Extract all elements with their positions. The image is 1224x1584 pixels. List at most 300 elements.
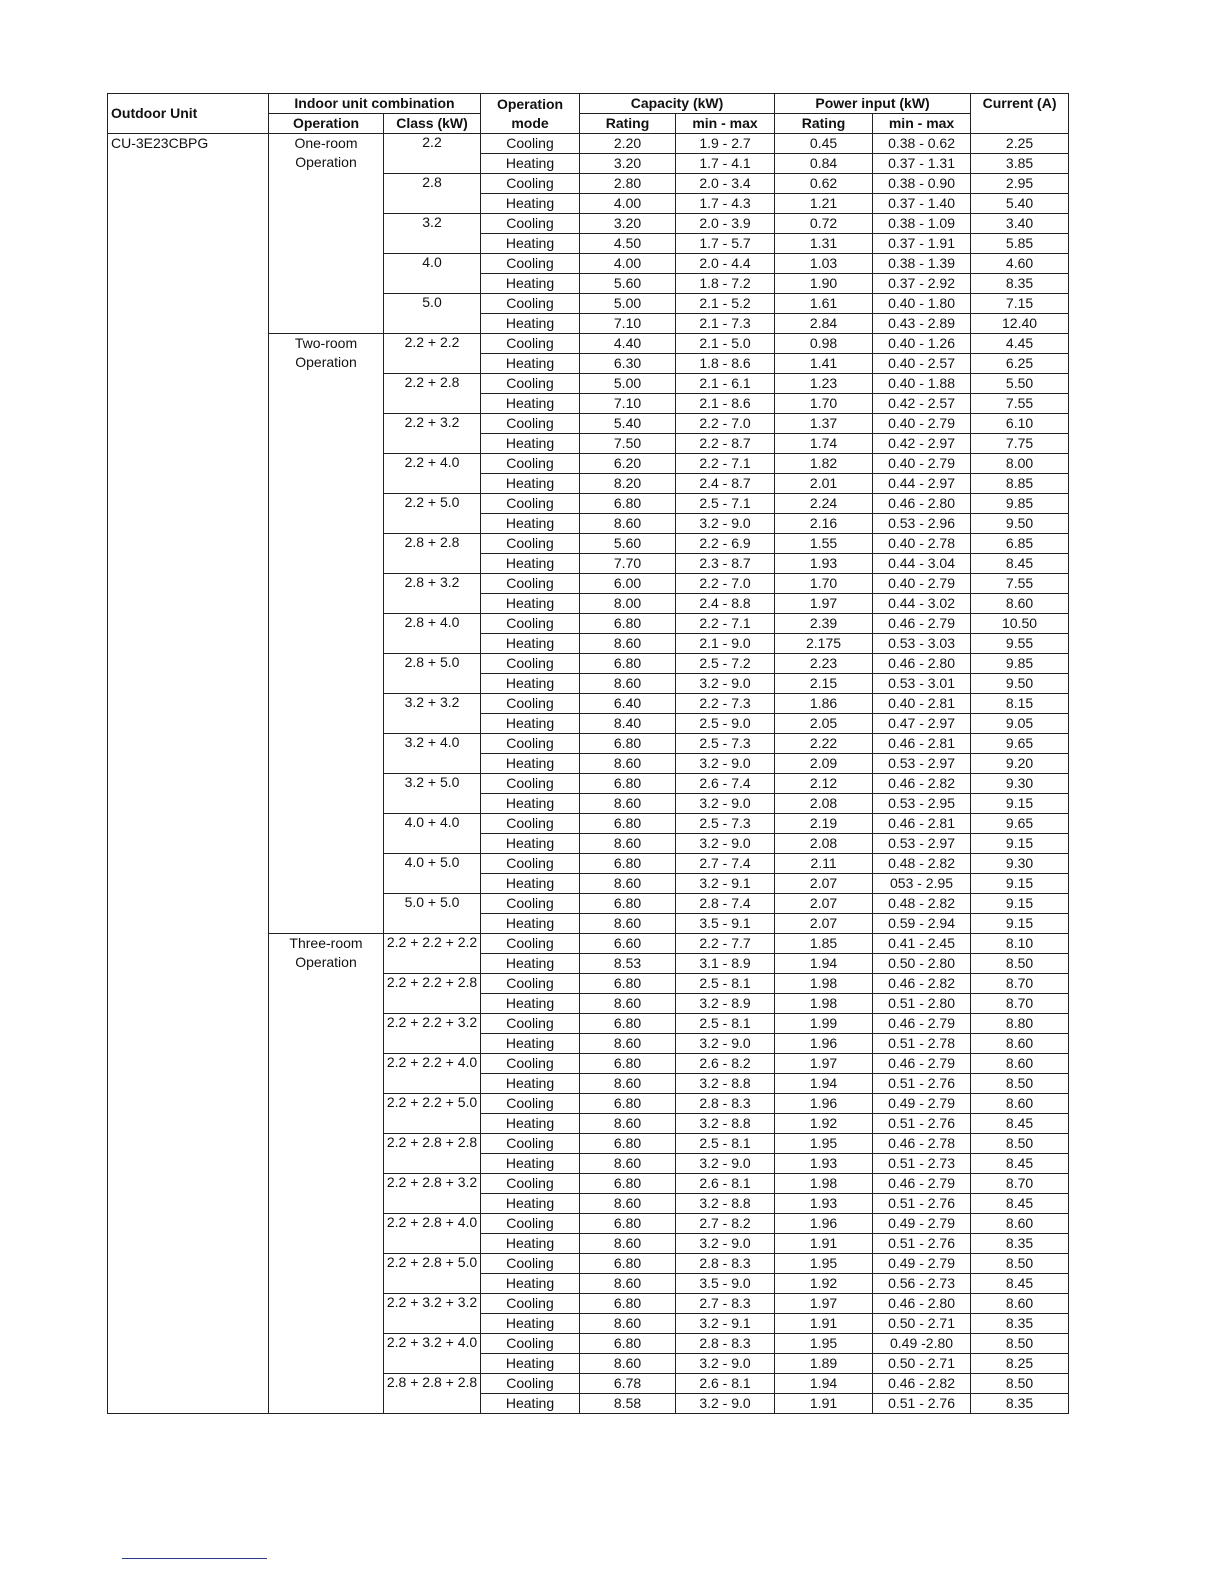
power-min-max-cell: 0.38 - 0.90 (873, 174, 971, 194)
capacity-rating-cell: 7.70 (580, 554, 676, 574)
current-cell: 12.40 (971, 314, 1069, 334)
current-cell: 9.30 (971, 774, 1069, 794)
current-cell: 8.50 (971, 1374, 1069, 1394)
power-min-max-cell: 0.40 - 2.79 (873, 574, 971, 594)
mode-cell: Heating (481, 274, 580, 294)
power-rating-cell: 1.91 (775, 1234, 873, 1254)
mode-cell: Heating (481, 954, 580, 974)
capacity-min-max-cell: 2.8 - 8.3 (676, 1254, 775, 1274)
header-capacity: Capacity (kW) (580, 94, 775, 114)
capacity-min-max-cell: 2.5 - 7.3 (676, 734, 775, 754)
capacity-min-max-cell: 3.2 - 9.0 (676, 1154, 775, 1174)
capacity-min-max-cell: 2.0 - 3.9 (676, 214, 775, 234)
power-min-max-cell: 0.51 - 2.76 (873, 1394, 971, 1414)
mode-cell: Heating (481, 994, 580, 1014)
current-cell: 7.55 (971, 574, 1069, 594)
capacity-rating-cell: 6.80 (580, 1134, 676, 1154)
capacity-min-max-cell: 2.8 - 8.3 (676, 1094, 775, 1114)
capacity-rating-cell: 6.80 (580, 774, 676, 794)
current-cell: 8.45 (971, 554, 1069, 574)
class-cell: 3.2 (384, 214, 481, 254)
current-cell: 9.85 (971, 494, 1069, 514)
mode-cell: Heating (481, 394, 580, 414)
current-cell: 7.15 (971, 294, 1069, 314)
power-min-max-cell: 0.48 - 2.82 (873, 854, 971, 874)
current-cell: 2.95 (971, 174, 1069, 194)
current-cell: 6.85 (971, 534, 1069, 554)
class-cell: 2.2 + 2.2 + 2.2 (384, 934, 481, 974)
capacity-rating-cell: 8.60 (580, 634, 676, 654)
mode-cell: Heating (481, 794, 580, 814)
class-cell: 2.8 (384, 174, 481, 214)
current-cell: 7.55 (971, 394, 1069, 414)
current-cell: 8.70 (971, 1174, 1069, 1194)
power-rating-cell: 1.97 (775, 594, 873, 614)
capacity-rating-cell: 6.80 (580, 494, 676, 514)
current-cell: 8.45 (971, 1154, 1069, 1174)
capacity-rating-cell: 8.60 (580, 874, 676, 894)
capacity-min-max-cell: 2.0 - 4.4 (676, 254, 775, 274)
current-cell: 9.65 (971, 734, 1069, 754)
power-rating-cell: 2.19 (775, 814, 873, 834)
mode-cell: Heating (481, 914, 580, 934)
power-rating-cell: 2.05 (775, 714, 873, 734)
power-rating-cell: 1.98 (775, 1174, 873, 1194)
capacity-rating-cell: 7.50 (580, 434, 676, 454)
mode-cell: Cooling (481, 974, 580, 994)
mode-cell: Heating (481, 1394, 580, 1414)
current-cell: 4.60 (971, 254, 1069, 274)
power-min-max-cell: 0.46 - 2.80 (873, 494, 971, 514)
capacity-rating-cell: 3.20 (580, 214, 676, 234)
power-rating-cell: 1.94 (775, 954, 873, 974)
power-min-max-cell: 0.48 - 2.82 (873, 894, 971, 914)
power-min-max-cell: 053 - 2.95 (873, 874, 971, 894)
capacity-min-max-cell: 2.6 - 8.2 (676, 1054, 775, 1074)
power-rating-cell: 2.09 (775, 754, 873, 774)
current-cell: 3.85 (971, 154, 1069, 174)
capacity-rating-cell: 6.80 (580, 1334, 676, 1354)
current-cell: 9.15 (971, 794, 1069, 814)
capacity-rating-cell: 6.80 (580, 1214, 676, 1234)
power-min-max-cell: 0.53 - 2.97 (873, 754, 971, 774)
class-cell: 2.2 + 2.2 (384, 334, 481, 374)
mode-cell: Cooling (481, 1014, 580, 1034)
class-cell: 5.0 + 5.0 (384, 894, 481, 934)
current-cell: 8.70 (971, 974, 1069, 994)
operation-cell: Three-room Operation (269, 934, 384, 1414)
footer-rule (122, 1558, 267, 1559)
power-rating-cell: 1.74 (775, 434, 873, 454)
current-cell: 8.25 (971, 1354, 1069, 1374)
capacity-min-max-cell: 2.1 - 8.6 (676, 394, 775, 414)
capacity-rating-cell: 6.80 (580, 1254, 676, 1274)
mode-cell: Heating (481, 514, 580, 534)
mode-cell: Heating (481, 754, 580, 774)
mode-cell: Heating (481, 1154, 580, 1174)
power-rating-cell: 1.94 (775, 1074, 873, 1094)
current-cell: 9.30 (971, 854, 1069, 874)
capacity-rating-cell: 3.20 (580, 154, 676, 174)
power-min-max-cell: 0.37 - 1.91 (873, 234, 971, 254)
power-rating-cell: 2.07 (775, 894, 873, 914)
power-rating-cell: 1.98 (775, 974, 873, 994)
current-cell: 8.35 (971, 1314, 1069, 1334)
class-cell: 2.2 + 2.2 + 4.0 (384, 1054, 481, 1094)
class-cell: 2.8 + 3.2 (384, 574, 481, 614)
mode-cell: Cooling (481, 1214, 580, 1234)
capacity-min-max-cell: 2.8 - 7.4 (676, 894, 775, 914)
table-body (108, 134, 1069, 1414)
power-min-max-cell: 0.46 - 2.81 (873, 814, 971, 834)
class-cell: 5.0 (384, 294, 481, 334)
capacity-min-max-cell: 3.2 - 9.0 (676, 794, 775, 814)
class-cell: 4.0 + 5.0 (384, 854, 481, 894)
power-rating-cell: 0.98 (775, 334, 873, 354)
capacity-min-max-cell: 3.1 - 8.9 (676, 954, 775, 974)
mode-cell: Heating (481, 154, 580, 174)
capacity-rating-cell: 6.60 (580, 934, 676, 954)
capacity-rating-cell: 6.80 (580, 734, 676, 754)
capacity-rating-cell: 6.80 (580, 894, 676, 914)
current-cell: 9.50 (971, 674, 1069, 694)
capacity-rating-cell: 6.80 (580, 1054, 676, 1074)
power-min-max-cell: 0.53 - 2.96 (873, 514, 971, 534)
power-min-max-cell: 0.46 - 2.80 (873, 1294, 971, 1314)
capacity-min-max-cell: 3.2 - 9.0 (676, 1354, 775, 1374)
capacity-min-max-cell: 2.1 - 6.1 (676, 374, 775, 394)
power-rating-cell: 0.62 (775, 174, 873, 194)
power-rating-cell: 2.22 (775, 734, 873, 754)
power-min-max-cell: 0.51 - 2.80 (873, 994, 971, 1014)
power-rating-cell: 1.55 (775, 534, 873, 554)
capacity-rating-cell: 8.60 (580, 994, 676, 1014)
class-cell: 3.2 + 4.0 (384, 734, 481, 774)
capacity-rating-cell: 8.60 (580, 754, 676, 774)
mode-cell: Heating (481, 834, 580, 854)
power-rating-cell: 2.07 (775, 874, 873, 894)
power-min-max-cell: 0.46 - 2.79 (873, 1054, 971, 1074)
power-min-max-cell: 0.51 - 2.76 (873, 1114, 971, 1134)
power-rating-cell: 1.96 (775, 1214, 873, 1234)
mode-cell: Cooling (481, 774, 580, 794)
current-cell: 9.65 (971, 814, 1069, 834)
current-cell: 8.60 (971, 1214, 1069, 1234)
power-rating-cell: 1.90 (775, 274, 873, 294)
current-cell: 5.50 (971, 374, 1069, 394)
capacity-min-max-cell: 3.2 - 9.1 (676, 874, 775, 894)
power-rating-cell: 1.92 (775, 1274, 873, 1294)
capacity-min-max-cell: 2.3 - 8.7 (676, 554, 775, 574)
current-cell: 3.40 (971, 214, 1069, 234)
mode-cell: Heating (481, 594, 580, 614)
current-cell: 9.15 (971, 874, 1069, 894)
power-rating-cell: 2.07 (775, 914, 873, 934)
power-min-max-cell: 0.43 - 2.89 (873, 314, 971, 334)
class-cell: 2.2 + 3.2 + 4.0 (384, 1334, 481, 1374)
capacity-min-max-cell: 2.2 - 7.0 (676, 574, 775, 594)
power-min-max-cell: 0.46 - 2.78 (873, 1134, 971, 1154)
class-cell: 2.2 + 2.2 + 2.8 (384, 974, 481, 1014)
power-rating-cell: 1.21 (775, 194, 873, 214)
header-power-rating: Rating (775, 114, 873, 134)
current-cell: 5.85 (971, 234, 1069, 254)
capacity-rating-cell: 8.60 (580, 674, 676, 694)
capacity-rating-cell: 8.60 (580, 794, 676, 814)
mode-cell: Heating (481, 1354, 580, 1374)
header-indoor-combination: Indoor unit combination (269, 94, 481, 114)
power-rating-cell: 1.70 (775, 574, 873, 594)
capacity-min-max-cell: 2.8 - 8.3 (676, 1334, 775, 1354)
power-rating-cell: 2.12 (775, 774, 873, 794)
current-cell: 8.50 (971, 1074, 1069, 1094)
capacity-min-max-cell: 2.4 - 8.7 (676, 474, 775, 494)
power-min-max-cell: 0.37 - 1.31 (873, 154, 971, 174)
power-rating-cell: 0.45 (775, 134, 873, 154)
header-current: Current (A) (971, 94, 1069, 134)
class-cell: 2.8 + 2.8 + 2.8 (384, 1374, 481, 1414)
mode-cell: Cooling (481, 454, 580, 474)
capacity-min-max-cell: 2.2 - 7.0 (676, 414, 775, 434)
capacity-rating-cell: 8.60 (580, 1354, 676, 1374)
power-rating-cell: 1.85 (775, 934, 873, 954)
capacity-rating-cell: 8.53 (580, 954, 676, 974)
power-min-max-cell: 0.40 - 1.26 (873, 334, 971, 354)
current-cell: 10.50 (971, 614, 1069, 634)
power-rating-cell: 1.89 (775, 1354, 873, 1374)
power-min-max-cell: 0.47 - 2.97 (873, 714, 971, 734)
capacity-min-max-cell: 2.4 - 8.8 (676, 594, 775, 614)
header-outdoor-unit: Outdoor Unit (108, 94, 269, 134)
mode-cell: Cooling (481, 614, 580, 634)
current-cell: 8.85 (971, 474, 1069, 494)
header-capacity-rating: Rating (580, 114, 676, 134)
capacity-rating-cell: 6.80 (580, 1294, 676, 1314)
power-rating-cell: 1.97 (775, 1294, 873, 1314)
capacity-min-max-cell: 2.5 - 8.1 (676, 974, 775, 994)
power-rating-cell: 1.61 (775, 294, 873, 314)
power-min-max-cell: 0.40 - 1.88 (873, 374, 971, 394)
capacity-rating-cell: 4.50 (580, 234, 676, 254)
outdoor-unit-cell: CU-3E23CBPG (108, 134, 269, 1414)
capacity-rating-cell: 6.78 (580, 1374, 676, 1394)
capacity-rating-cell: 6.40 (580, 694, 676, 714)
capacity-rating-cell: 7.10 (580, 394, 676, 414)
current-cell: 8.45 (971, 1114, 1069, 1134)
power-min-max-cell: 0.40 - 2.79 (873, 414, 971, 434)
capacity-rating-cell: 6.00 (580, 574, 676, 594)
mode-cell: Cooling (481, 1134, 580, 1154)
power-min-max-cell: 0.46 - 2.82 (873, 774, 971, 794)
power-rating-cell: 1.91 (775, 1314, 873, 1334)
current-cell: 8.15 (971, 694, 1069, 714)
mode-cell: Cooling (481, 174, 580, 194)
class-cell: 2.2 + 4.0 (384, 454, 481, 494)
mode-cell: Cooling (481, 494, 580, 514)
current-cell: 8.50 (971, 1134, 1069, 1154)
capacity-rating-cell: 6.80 (580, 614, 676, 634)
power-rating-cell: 1.99 (775, 1014, 873, 1034)
current-cell: 6.10 (971, 414, 1069, 434)
mode-cell: Cooling (481, 654, 580, 674)
mode-cell: Cooling (481, 854, 580, 874)
mode-cell: Heating (481, 1074, 580, 1094)
mode-cell: Heating (481, 674, 580, 694)
mode-cell: Heating (481, 434, 580, 454)
power-min-max-cell: 0.40 - 2.79 (873, 454, 971, 474)
capacity-rating-cell: 2.80 (580, 174, 676, 194)
power-min-max-cell: 0.51 - 2.76 (873, 1074, 971, 1094)
capacity-min-max-cell: 1.7 - 4.1 (676, 154, 775, 174)
capacity-rating-cell: 8.60 (580, 834, 676, 854)
current-cell: 8.60 (971, 1094, 1069, 1114)
class-cell: 3.2 + 3.2 (384, 694, 481, 734)
current-cell: 9.15 (971, 834, 1069, 854)
capacity-rating-cell: 6.80 (580, 654, 676, 674)
current-cell: 8.60 (971, 594, 1069, 614)
power-min-max-cell: 0.40 - 1.80 (873, 294, 971, 314)
power-min-max-cell: 0.37 - 1.40 (873, 194, 971, 214)
power-rating-cell: 1.93 (775, 1194, 873, 1214)
capacity-min-max-cell: 2.2 - 7.1 (676, 454, 775, 474)
capacity-min-max-cell: 2.2 - 6.9 (676, 534, 775, 554)
capacity-min-max-cell: 1.9 - 2.7 (676, 134, 775, 154)
mode-cell: Heating (481, 354, 580, 374)
operation-cell: One-room Operation (269, 134, 384, 334)
capacity-min-max-cell: 3.5 - 9.1 (676, 914, 775, 934)
mode-cell: Cooling (481, 1334, 580, 1354)
current-cell: 8.50 (971, 1334, 1069, 1354)
capacity-min-max-cell: 2.5 - 9.0 (676, 714, 775, 734)
current-cell: 8.60 (971, 1294, 1069, 1314)
current-cell: 8.10 (971, 934, 1069, 954)
capacity-rating-cell: 8.60 (580, 1314, 676, 1334)
capacity-min-max-cell: 2.2 - 7.3 (676, 694, 775, 714)
capacity-rating-cell: 8.20 (580, 474, 676, 494)
current-cell: 7.75 (971, 434, 1069, 454)
power-min-max-cell: 0.42 - 2.57 (873, 394, 971, 414)
mode-cell: Heating (481, 1274, 580, 1294)
capacity-min-max-cell: 2.1 - 5.2 (676, 294, 775, 314)
mode-cell: Heating (481, 194, 580, 214)
operation-cell: Two-room Operation (269, 334, 384, 934)
capacity-rating-cell: 5.00 (580, 294, 676, 314)
power-min-max-cell: 0.40 - 2.57 (873, 354, 971, 374)
mode-cell: Heating (481, 1314, 580, 1334)
capacity-min-max-cell: 2.6 - 8.1 (676, 1174, 775, 1194)
power-rating-cell: 2.175 (775, 634, 873, 654)
capacity-rating-cell: 6.20 (580, 454, 676, 474)
class-cell: 2.2 + 3.2 + 3.2 (384, 1294, 481, 1334)
power-rating-cell: 1.97 (775, 1054, 873, 1074)
capacity-min-max-cell: 1.7 - 4.3 (676, 194, 775, 214)
power-min-max-cell: 0.53 - 3.01 (873, 674, 971, 694)
capacity-rating-cell: 8.60 (580, 1234, 676, 1254)
power-min-max-cell: 0.49 -2.80 (873, 1334, 971, 1354)
capacity-min-max-cell: 3.2 - 9.0 (676, 674, 775, 694)
power-rating-cell: 1.98 (775, 994, 873, 1014)
current-cell: 8.60 (971, 1054, 1069, 1074)
power-min-max-cell: 0.40 - 2.81 (873, 694, 971, 714)
power-min-max-cell: 0.49 - 2.79 (873, 1254, 971, 1274)
class-cell: 4.0 + 4.0 (384, 814, 481, 854)
power-rating-cell: 0.72 (775, 214, 873, 234)
capacity-rating-cell: 4.00 (580, 194, 676, 214)
capacity-min-max-cell: 3.2 - 9.1 (676, 1314, 775, 1334)
mode-cell: Cooling (481, 1254, 580, 1274)
mode-cell: Cooling (481, 294, 580, 314)
power-rating-cell: 1.23 (775, 374, 873, 394)
power-min-max-cell: 0.42 - 2.97 (873, 434, 971, 454)
power-rating-cell: 2.16 (775, 514, 873, 534)
mode-cell: Cooling (481, 214, 580, 234)
power-rating-cell: 1.93 (775, 1154, 873, 1174)
power-rating-cell: 2.39 (775, 614, 873, 634)
mode-cell: Cooling (481, 934, 580, 954)
mode-cell: Cooling (481, 574, 580, 594)
current-cell: 8.60 (971, 1034, 1069, 1054)
header-row-1 (108, 94, 1069, 114)
capacity-min-max-cell: 2.2 - 8.7 (676, 434, 775, 454)
class-cell: 2.2 + 2.8 (384, 374, 481, 414)
mode-cell: Cooling (481, 814, 580, 834)
power-rating-cell: 1.70 (775, 394, 873, 414)
power-min-max-cell: 0.53 - 2.97 (873, 834, 971, 854)
capacity-rating-cell: 5.40 (580, 414, 676, 434)
table-row (108, 134, 1069, 154)
power-rating-cell: 1.37 (775, 414, 873, 434)
current-cell: 8.50 (971, 1254, 1069, 1274)
power-min-max-cell: 0.46 - 2.79 (873, 614, 971, 634)
mode-cell: Cooling (481, 334, 580, 354)
power-rating-cell: 2.24 (775, 494, 873, 514)
spec-table (107, 93, 1069, 1414)
mode-cell: Cooling (481, 254, 580, 274)
capacity-rating-cell: 5.00 (580, 374, 676, 394)
mode-cell: Heating (481, 874, 580, 894)
class-cell: 2.2 + 2.8 + 2.8 (384, 1134, 481, 1174)
power-rating-cell: 1.95 (775, 1334, 873, 1354)
power-min-max-cell: 0.51 - 2.76 (873, 1234, 971, 1254)
power-min-max-cell: 0.51 - 2.76 (873, 1194, 971, 1214)
capacity-min-max-cell: 2.5 - 7.3 (676, 814, 775, 834)
capacity-rating-cell: 8.60 (580, 1034, 676, 1054)
capacity-min-max-cell: 2.5 - 8.1 (676, 1014, 775, 1034)
capacity-min-max-cell: 3.2 - 8.8 (676, 1114, 775, 1134)
power-rating-cell: 1.94 (775, 1374, 873, 1394)
power-rating-cell: 1.95 (775, 1254, 873, 1274)
capacity-min-max-cell: 2.1 - 9.0 (676, 634, 775, 654)
capacity-rating-cell: 8.60 (580, 1074, 676, 1094)
class-cell: 3.2 + 5.0 (384, 774, 481, 814)
power-rating-cell: 2.08 (775, 794, 873, 814)
mode-cell: Cooling (481, 134, 580, 154)
power-rating-cell: 1.82 (775, 454, 873, 474)
capacity-rating-cell: 4.40 (580, 334, 676, 354)
current-cell: 8.00 (971, 454, 1069, 474)
capacity-min-max-cell: 2.2 - 7.7 (676, 934, 775, 954)
current-cell: 6.25 (971, 354, 1069, 374)
class-cell: 2.2 + 2.8 + 4.0 (384, 1214, 481, 1254)
current-cell: 5.40 (971, 194, 1069, 214)
header-class: Class (kW) (384, 114, 481, 134)
power-rating-cell: 1.91 (775, 1394, 873, 1414)
power-min-max-cell: 0.44 - 3.04 (873, 554, 971, 574)
capacity-min-max-cell: 2.5 - 8.1 (676, 1134, 775, 1154)
class-cell: 4.0 (384, 254, 481, 294)
capacity-rating-cell: 7.10 (580, 314, 676, 334)
capacity-min-max-cell: 3.2 - 9.0 (676, 1394, 775, 1414)
